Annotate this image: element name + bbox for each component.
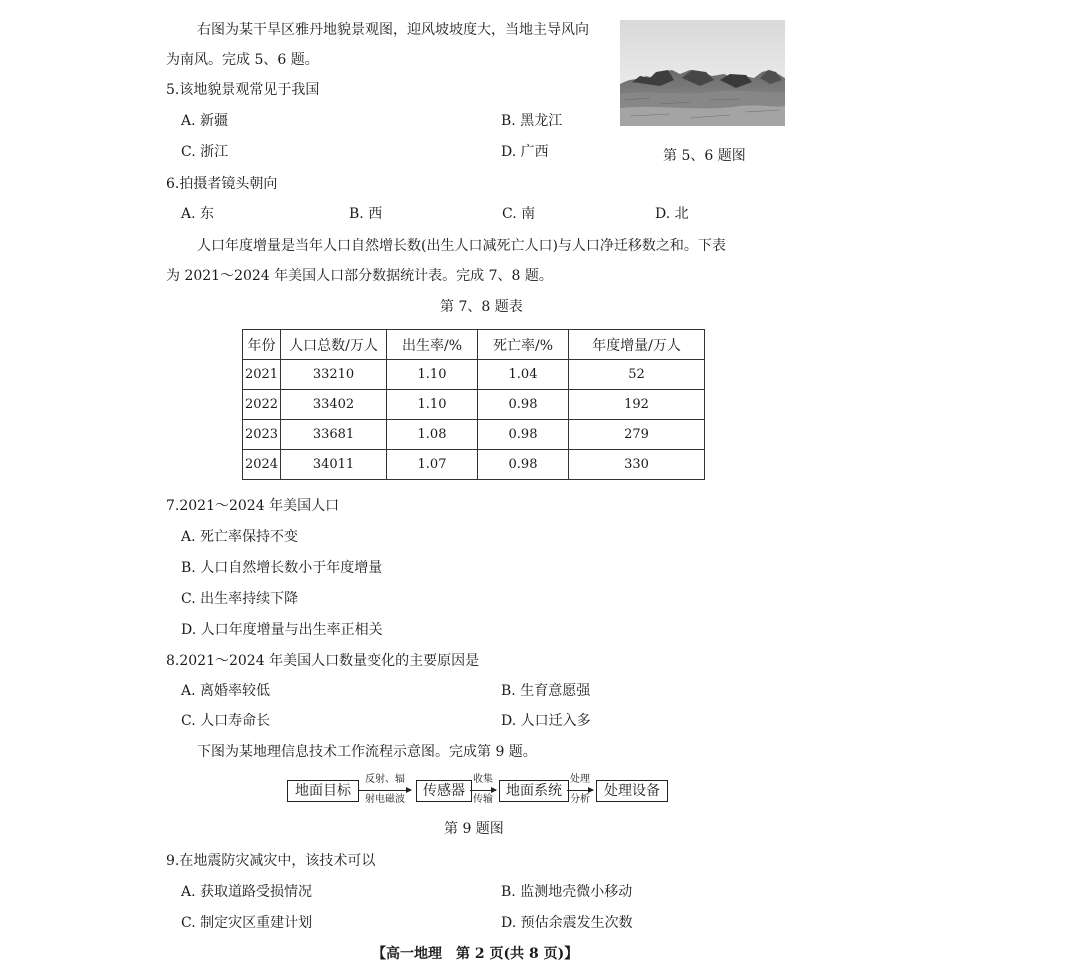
arrow-right-icon: [470, 790, 496, 791]
question-7-option-c[interactable]: C. 出生率持续下降: [181, 591, 299, 607]
table-row: [243, 390, 705, 420]
table-row: [243, 360, 705, 390]
table-cell: 2023: [243, 420, 281, 450]
table-row: [243, 450, 705, 480]
table-header-cell: 死亡率/%: [478, 330, 569, 360]
table-cell: 0.98: [478, 420, 569, 450]
table-header-cell: 人口总数/万人: [281, 330, 387, 360]
question-8-option-a[interactable]: A. 离婚率较低: [181, 683, 271, 699]
flow-box-processing-device: 处理设备: [596, 780, 668, 802]
flow-arrow1-label-top: 反射、辐: [365, 774, 405, 785]
table-header-cell: 出生率/%: [387, 330, 478, 360]
question-6-option-c[interactable]: C. 南: [502, 206, 536, 222]
question-9-option-c[interactable]: C. 制定灾区重建计划: [181, 915, 313, 931]
table-cell: 2024: [243, 450, 281, 480]
question-5-option-a[interactable]: A. 新疆: [181, 113, 229, 129]
flow-box-ground-system: 地面系统: [499, 780, 569, 802]
intro-7-8-line1: 人口年度增量是当年人口自然增长数(出生人口减死亡人口)与人口净迁移数之和。下表: [197, 238, 726, 254]
table-cell: 1.04: [478, 360, 569, 390]
flow-arrow2-label-top: 收集: [473, 774, 493, 785]
question-6-option-a[interactable]: A. 东: [181, 206, 215, 222]
question-7-stem: 7.2021～2024 年美国人口: [166, 498, 340, 514]
intro-5-6-line2: 为南风。完成 5、6 题。: [166, 52, 319, 68]
question-8-option-d[interactable]: D. 人口迁入多: [501, 713, 591, 729]
arrow-right-icon: [359, 790, 411, 791]
question-8-stem: 8.2021～2024 年美国人口数量变化的主要原因是: [166, 653, 480, 669]
flow-box-ground-target: 地面目标: [287, 780, 359, 802]
question-9-option-d[interactable]: D. 预估余震发生次数: [501, 915, 633, 931]
table-header-row: [243, 330, 705, 360]
table-cell: 1.10: [387, 360, 478, 390]
figure-9-caption: 第 9 题图: [444, 821, 504, 837]
flow-box-sensor: 传感器: [416, 780, 472, 802]
question-6-stem: 6.拍摄者镜头朝向: [166, 176, 278, 192]
question-9-option-a[interactable]: A. 获取道路受损情况: [181, 884, 313, 900]
table-cell: 2022: [243, 390, 281, 420]
intro-7-8-line2: 为 2021～2024 年美国人口部分数据统计表。完成 7、8 题。: [166, 268, 553, 284]
flow-arrow3-label-top: 处理: [570, 774, 590, 785]
question-5-option-b[interactable]: B. 黑龙江: [501, 113, 563, 129]
question-6-option-b[interactable]: B. 西: [349, 206, 383, 222]
question-8-option-b[interactable]: B. 生育意愿强: [501, 683, 591, 699]
table-header-cell: 年份: [243, 330, 281, 360]
table-title: 第 7、8 题表: [440, 299, 523, 315]
table-cell: 34011: [281, 450, 387, 480]
table-cell: 33402: [281, 390, 387, 420]
page-footer: 【高一地理 第 2 页(共 8 页)】: [372, 946, 579, 962]
table-cell: 52: [569, 360, 705, 390]
arrow-right-icon: [567, 790, 593, 791]
table-cell: 33681: [281, 420, 387, 450]
photo-caption: 第 5、6 题图: [663, 148, 746, 164]
question-6-option-d[interactable]: D. 北: [655, 206, 689, 222]
intro-5-6-line1: 右图为某干旱区雅丹地貌景观图，迎风坡坡度大，当地主导风向: [197, 22, 589, 38]
flow-arrow3-label-bottom: 分析: [570, 794, 590, 805]
table-cell: 2021: [243, 360, 281, 390]
question-5-option-c[interactable]: C. 浙江: [181, 144, 229, 160]
flow-arrow1-label-bottom: 射电磁波: [365, 794, 405, 805]
table-cell: 1.10: [387, 390, 478, 420]
gis-workflow-diagram: [285, 773, 665, 809]
question-7-option-d[interactable]: D. 人口年度增量与出生率正相关: [181, 622, 383, 638]
question-7-option-b[interactable]: B. 人口自然增长数小于年度增量: [181, 560, 383, 576]
table-header-cell: 年度增量/万人: [569, 330, 705, 360]
yardang-landscape-photo: [620, 20, 785, 126]
table-cell: 0.98: [478, 390, 569, 420]
flow-arrow2-label-bottom: 传输: [473, 794, 493, 805]
question-7-option-a[interactable]: A. 死亡率保持不变: [181, 529, 299, 545]
table-row: [243, 420, 705, 450]
question-5-stem: 5.该地貌景观常见于我国: [166, 82, 320, 98]
table-cell: 1.08: [387, 420, 478, 450]
question-5-option-d[interactable]: D. 广西: [501, 144, 549, 160]
table-cell: 330: [569, 450, 705, 480]
question-9-option-b[interactable]: B. 监测地壳微小移动: [501, 884, 633, 900]
table-cell: 0.98: [478, 450, 569, 480]
question-8-option-c[interactable]: C. 人口寿命长: [181, 713, 271, 729]
table-cell: 1.07: [387, 450, 478, 480]
table-cell: 192: [569, 390, 705, 420]
population-table: [242, 329, 705, 480]
question-9-stem: 9.在地震防灾减灾中，该技术可以: [166, 853, 376, 869]
intro-9-line1: 下图为某地理信息技术工作流程示意图。完成第 9 题。: [197, 744, 537, 760]
table-cell: 33210: [281, 360, 387, 390]
table-cell: 279: [569, 420, 705, 450]
